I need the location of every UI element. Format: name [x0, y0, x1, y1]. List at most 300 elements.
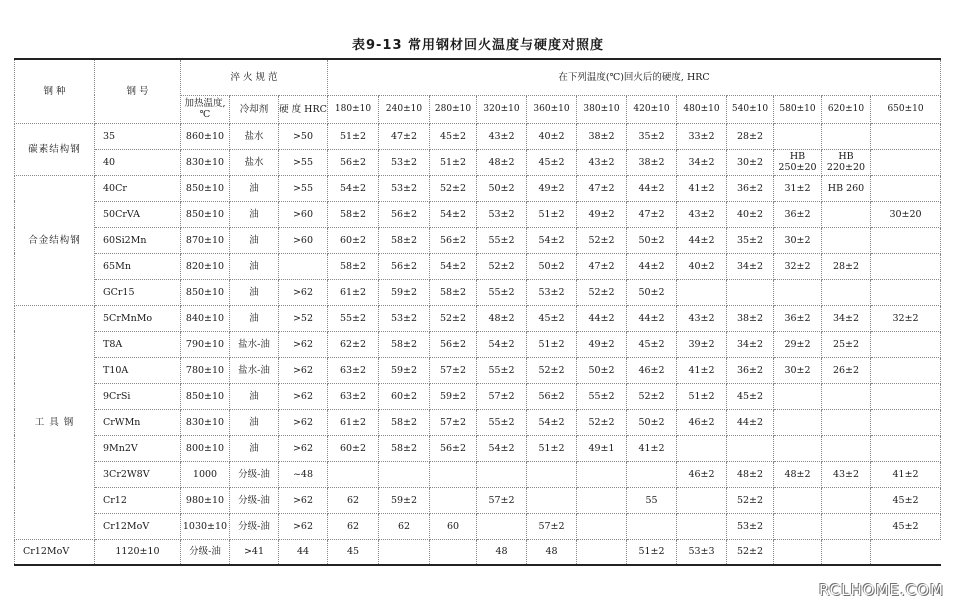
hardness-cell	[822, 123, 871, 149]
hardness-cell: 58±2	[328, 253, 379, 279]
hardness-cell: 63±2	[328, 357, 379, 383]
heating-temp-cell: 820±10	[181, 253, 230, 279]
hardness-cell	[774, 487, 822, 513]
hardness-cell	[727, 279, 774, 305]
hardness-cell: 36±2	[774, 305, 822, 331]
hardness-cell: 53±2	[727, 513, 774, 539]
header-heating-temp: 加热温度,℃	[181, 95, 230, 123]
header-temp-11: 650±10	[871, 95, 941, 123]
hardness-cell	[774, 435, 822, 461]
quench-hardness-cell: >62	[279, 513, 328, 539]
grade-cell: Cr12MoV	[95, 513, 181, 539]
hardness-cell: 60	[430, 513, 477, 539]
hardness-cell: 50±2	[627, 409, 677, 435]
table-row	[15, 539, 941, 565]
hardness-cell	[430, 461, 477, 487]
hardness-cell: 56±2	[430, 331, 477, 357]
hardness-cell: 49±2	[577, 331, 627, 357]
coolant-cell: 油	[230, 383, 279, 409]
coolant-cell: 油	[230, 253, 279, 279]
quench-hardness-cell: >55	[279, 149, 328, 175]
heating-temp-cell: 850±10	[181, 201, 230, 227]
grade-cell: 40Cr	[95, 175, 181, 201]
hardness-cell: 46±2	[677, 409, 727, 435]
tempering-hardness-table	[14, 58, 941, 566]
hardness-cell: 54±2	[477, 435, 527, 461]
heating-temp-cell: 980±10	[181, 487, 230, 513]
hardness-cell	[822, 487, 871, 513]
header-temp-0: 180±10	[328, 95, 379, 123]
hardness-cell: 54±2	[477, 331, 527, 357]
table-row	[15, 331, 941, 357]
hardness-cell: 57±2	[527, 513, 577, 539]
hardness-cell: 54±2	[328, 175, 379, 201]
hardness-cell: 36±2	[727, 357, 774, 383]
grade-cell: CrWMn	[95, 409, 181, 435]
hardness-cell: 40±2	[677, 253, 727, 279]
hardness-cell: 52±2	[477, 253, 527, 279]
grade-cell: T8A	[95, 331, 181, 357]
quench-hardness-cell: >62	[279, 383, 328, 409]
heating-temp-cell: 850±10	[181, 383, 230, 409]
coolant-cell: 油	[230, 435, 279, 461]
hardness-cell: 43±2	[677, 201, 727, 227]
quench-hardness-cell: >52	[279, 305, 328, 331]
hardness-cell: 45±2	[527, 305, 577, 331]
steel-type-cell: 工 具 钢	[15, 305, 95, 539]
hardness-cell: 52±2	[727, 539, 774, 565]
coolant-cell: 分级-油	[181, 539, 230, 565]
table-body	[15, 123, 941, 565]
coolant-cell: 油	[230, 201, 279, 227]
header-hardness: 硬 度 HRC	[279, 95, 328, 123]
header-temp-2: 280±10	[430, 95, 477, 123]
hardness-cell: 56±2	[379, 253, 430, 279]
hardness-cell: 41±2	[677, 175, 727, 201]
coolant-cell: 盐水	[230, 149, 279, 175]
hardness-cell: 51±2	[430, 149, 477, 175]
hardness-cell	[871, 357, 941, 383]
hardness-cell: 60±2	[379, 383, 430, 409]
hardness-cell: 55±2	[477, 357, 527, 383]
table-row	[15, 513, 941, 539]
hardness-cell	[871, 123, 941, 149]
hardness-cell: 48±2	[774, 461, 822, 487]
heating-temp-cell: 840±10	[181, 305, 230, 331]
hardness-cell: 53±2	[477, 201, 527, 227]
coolant-cell: 分级-油	[230, 513, 279, 539]
coolant-cell: 油	[230, 305, 279, 331]
hardness-cell: 54±2	[430, 253, 477, 279]
hardness-cell: 56±2	[430, 435, 477, 461]
hardness-cell: HB 220±20	[822, 149, 871, 175]
hardness-cell: 57±2	[477, 383, 527, 409]
grade-cell: 5CrMnMo	[95, 305, 181, 331]
heating-temp-cell: 850±10	[181, 175, 230, 201]
coolant-cell: 油	[230, 227, 279, 253]
hardness-cell: 53±3	[677, 539, 727, 565]
hardness-cell: 35±2	[627, 123, 677, 149]
hardness-cell: 32±2	[871, 305, 941, 331]
grade-cell: 35	[95, 123, 181, 149]
hardness-cell: 44±2	[677, 227, 727, 253]
hardness-cell: 57±2	[430, 357, 477, 383]
watermark: RCLHOME.COM	[818, 581, 944, 599]
hardness-cell: HB 260	[822, 175, 871, 201]
hardness-cell: 45±2	[430, 123, 477, 149]
hardness-cell	[774, 279, 822, 305]
hardness-cell: 36±2	[774, 201, 822, 227]
hardness-cell	[822, 539, 871, 565]
hardness-cell: 57±2	[430, 409, 477, 435]
heating-temp-cell: 800±10	[181, 435, 230, 461]
hardness-cell	[430, 539, 477, 565]
header-temp-6: 420±10	[627, 95, 677, 123]
table-row	[15, 279, 941, 305]
hardness-cell: 60±2	[328, 227, 379, 253]
steel-type-cell: 合金结构钢	[15, 175, 95, 305]
hardness-cell: 47±2	[577, 175, 627, 201]
quench-hardness-cell: >62	[279, 357, 328, 383]
hardness-cell: 52±2	[627, 383, 677, 409]
hardness-cell: 34±2	[677, 149, 727, 175]
hardness-cell	[379, 461, 430, 487]
hardness-cell: 49±2	[527, 175, 577, 201]
hardness-cell: 54±2	[527, 409, 577, 435]
hardness-cell: 32±2	[774, 253, 822, 279]
hardness-cell: 55	[627, 487, 677, 513]
hardness-cell: 55±2	[577, 383, 627, 409]
header-temp-9: 580±10	[774, 95, 822, 123]
hardness-cell	[727, 435, 774, 461]
hardness-cell: 47±2	[379, 123, 430, 149]
hardness-cell: 41±2	[871, 461, 941, 487]
coolant-cell: 盐水-油	[230, 331, 279, 357]
hardness-cell: 58±2	[379, 331, 430, 357]
table-title: 表9-13 常用钢材回火温度与硬度对照度	[351, 38, 605, 53]
hardness-cell	[871, 175, 941, 201]
header-temp-4: 360±10	[527, 95, 577, 123]
hardness-cell: 50±2	[577, 357, 627, 383]
hardness-cell: 53±2	[379, 305, 430, 331]
hardness-cell: 51±2	[527, 435, 577, 461]
hardness-cell: 43±2	[822, 461, 871, 487]
hardness-cell	[822, 409, 871, 435]
quench-hardness-cell: >62	[279, 279, 328, 305]
grade-cell: 60Si2Mn	[95, 227, 181, 253]
header-temp-1: 240±10	[379, 95, 430, 123]
table-row	[15, 357, 941, 383]
table-row	[15, 201, 941, 227]
hardness-cell: 61±2	[328, 279, 379, 305]
hardness-cell: 63±2	[328, 383, 379, 409]
table-row	[15, 253, 941, 279]
hardness-cell: HB 250±20	[774, 149, 822, 175]
hardness-cell: 52±2	[527, 357, 577, 383]
hardness-cell: 48±2	[477, 149, 527, 175]
hardness-cell	[822, 383, 871, 409]
grade-cell: T10A	[95, 357, 181, 383]
hardness-cell	[577, 461, 627, 487]
table-row	[15, 123, 941, 149]
heating-temp-cell: 780±10	[181, 357, 230, 383]
header-steel-type: 钢 种	[15, 59, 95, 123]
hardness-cell	[677, 487, 727, 513]
hardness-cell: 46±2	[677, 461, 727, 487]
hardness-cell: 53±2	[527, 279, 577, 305]
hardness-cell	[627, 461, 677, 487]
header-coolant: 冷却剂	[230, 95, 279, 123]
hardness-cell: 48±2	[727, 461, 774, 487]
hardness-cell: 50±2	[527, 253, 577, 279]
heating-temp-cell: 830±10	[181, 149, 230, 175]
hardness-cell: 53±2	[379, 149, 430, 175]
hardness-cell: 51±2	[627, 539, 677, 565]
hardness-cell: 51±2	[677, 383, 727, 409]
hardness-cell	[822, 279, 871, 305]
hardness-cell: 44±2	[627, 175, 677, 201]
heating-temp-cell: 870±10	[181, 227, 230, 253]
coolant-cell: 分级-油	[230, 487, 279, 513]
hardness-cell	[871, 227, 941, 253]
grade-cell: 40	[95, 149, 181, 175]
quench-hardness-cell	[279, 253, 328, 279]
hardness-cell: 41±2	[627, 435, 677, 461]
hardness-cell	[379, 539, 430, 565]
hardness-cell: 26±2	[822, 357, 871, 383]
hardness-cell: 59±2	[379, 279, 430, 305]
quench-hardness-cell: >62	[279, 487, 328, 513]
hardness-cell	[871, 149, 941, 175]
quench-hardness-cell: >62	[279, 409, 328, 435]
hardness-cell: 60±2	[328, 435, 379, 461]
grade-cell: 65Mn	[95, 253, 181, 279]
hardness-cell: 56±2	[430, 227, 477, 253]
hardness-cell: 35±2	[727, 227, 774, 253]
coolant-cell: 分级-油	[230, 461, 279, 487]
hardness-cell	[822, 435, 871, 461]
table-row	[15, 227, 941, 253]
coolant-cell: 油	[230, 279, 279, 305]
header-grade: 钢 号	[95, 59, 181, 123]
hardness-cell: 52±2	[430, 175, 477, 201]
hardness-cell: 44	[279, 539, 328, 565]
hardness-cell: 39±2	[677, 331, 727, 357]
hardness-cell	[871, 331, 941, 357]
heating-temp-cell: 860±10	[181, 123, 230, 149]
hardness-cell: 48±2	[477, 305, 527, 331]
coolant-cell: 油	[230, 409, 279, 435]
hardness-cell	[871, 279, 941, 305]
coolant-cell: 盐水-油	[230, 357, 279, 383]
hardness-cell	[328, 461, 379, 487]
hardness-cell: 52±2	[577, 227, 627, 253]
hardness-cell: 50±2	[627, 279, 677, 305]
hardness-cell: 30±2	[727, 149, 774, 175]
hardness-cell: 28±2	[727, 123, 774, 149]
grade-cell: Cr12	[95, 487, 181, 513]
table-row	[15, 305, 941, 331]
hardness-cell	[822, 513, 871, 539]
heating-temp-cell: 850±10	[181, 279, 230, 305]
hardness-cell: 62±2	[328, 331, 379, 357]
hardness-cell: 40±2	[527, 123, 577, 149]
hardness-cell	[677, 435, 727, 461]
hardness-cell	[677, 279, 727, 305]
hardness-cell: 44±2	[577, 305, 627, 331]
heating-temp-cell: 830±10	[181, 409, 230, 435]
hardness-cell	[577, 539, 627, 565]
hardness-cell: 52±2	[577, 409, 627, 435]
hardness-cell: 47±2	[627, 201, 677, 227]
coolant-cell: 油	[230, 175, 279, 201]
hardness-cell: 43±2	[677, 305, 727, 331]
hardness-cell: 54±2	[527, 227, 577, 253]
hardness-cell: 50±2	[477, 175, 527, 201]
hardness-cell	[477, 513, 527, 539]
grade-cell: 9CrSi	[95, 383, 181, 409]
hardness-cell: 52±2	[430, 305, 477, 331]
hardness-cell	[477, 461, 527, 487]
hardness-cell: 38±2	[627, 149, 677, 175]
hardness-cell: 43±2	[477, 123, 527, 149]
hardness-cell: 49±2	[577, 201, 627, 227]
hardness-cell	[577, 513, 627, 539]
hardness-cell: 49±1	[577, 435, 627, 461]
hardness-cell: 48	[477, 539, 527, 565]
table-row	[15, 383, 941, 409]
hardness-cell: 51±2	[527, 331, 577, 357]
hardness-cell: 34±2	[727, 253, 774, 279]
steel-type-cell: 碳素结构钢	[15, 123, 95, 175]
hardness-cell: 45	[328, 539, 379, 565]
quench-hardness-cell: >60	[279, 201, 328, 227]
hardness-cell: 56±2	[379, 201, 430, 227]
hardness-cell: 48	[527, 539, 577, 565]
hardness-cell: 40±2	[727, 201, 774, 227]
header-temp-5: 380±10	[577, 95, 627, 123]
hardness-cell: 52±2	[577, 279, 627, 305]
hardness-cell: 51±2	[328, 123, 379, 149]
heating-temp-cell: 1030±10	[181, 513, 230, 539]
hardness-cell: 30±2	[774, 227, 822, 253]
hardness-cell: 62	[328, 487, 379, 513]
table-row	[15, 175, 941, 201]
hardness-cell: 44±2	[627, 305, 677, 331]
hardness-cell	[677, 513, 727, 539]
hardness-cell	[774, 539, 822, 565]
hardness-cell: 58±2	[379, 227, 430, 253]
table-row	[15, 435, 941, 461]
hardness-cell: 31±2	[774, 175, 822, 201]
hardness-cell: 45±2	[527, 149, 577, 175]
hardness-cell: 50±2	[627, 227, 677, 253]
hardness-cell: 59±2	[379, 487, 430, 513]
hardness-cell: 28±2	[822, 253, 871, 279]
hardness-cell: 41±2	[677, 357, 727, 383]
heating-temp-cell: 1000	[181, 461, 230, 487]
hardness-cell: 30±20	[871, 201, 941, 227]
grade-cell: Cr12MoV	[15, 539, 95, 565]
coolant-cell: 盐水	[230, 123, 279, 149]
header-temp-7: 480±10	[677, 95, 727, 123]
hardness-cell	[871, 409, 941, 435]
table-row	[15, 149, 941, 175]
hardness-cell: 51±2	[527, 201, 577, 227]
quench-hardness-cell: >50	[279, 123, 328, 149]
hardness-cell: 56±2	[328, 149, 379, 175]
quench-hardness-cell: >55	[279, 175, 328, 201]
quench-hardness-cell: >41	[230, 539, 279, 565]
hardness-cell: 45±2	[871, 487, 941, 513]
hardness-cell: 47±2	[577, 253, 627, 279]
quench-hardness-cell: >60	[279, 227, 328, 253]
hardness-cell: 62	[328, 513, 379, 539]
hardness-cell: 44±2	[727, 409, 774, 435]
grade-cell: 50CrVA	[95, 201, 181, 227]
hardness-cell: 33±2	[677, 123, 727, 149]
hardness-cell	[627, 513, 677, 539]
hardness-cell	[774, 123, 822, 149]
hardness-cell: 36±2	[727, 175, 774, 201]
grade-cell: GCr15	[95, 279, 181, 305]
hardness-cell: 25±2	[822, 331, 871, 357]
hardness-cell: 29±2	[774, 331, 822, 357]
grade-cell: 3Cr2W8V	[95, 461, 181, 487]
hardness-cell: 53±2	[379, 175, 430, 201]
hardness-cell	[822, 201, 871, 227]
hardness-cell: 44±2	[627, 253, 677, 279]
hardness-cell: 45±2	[627, 331, 677, 357]
hardness-cell	[871, 383, 941, 409]
quench-hardness-cell: >62	[279, 435, 328, 461]
hardness-cell: 46±2	[627, 357, 677, 383]
hardness-cell: 62	[379, 513, 430, 539]
hardness-cell	[527, 461, 577, 487]
hardness-cell	[871, 435, 941, 461]
hardness-cell: 58±2	[430, 279, 477, 305]
hardness-cell: 38±2	[577, 123, 627, 149]
header-temp-3: 320±10	[477, 95, 527, 123]
hardness-cell	[527, 487, 577, 513]
hardness-cell: 34±2	[822, 305, 871, 331]
hardness-cell	[871, 253, 941, 279]
hardness-cell: 55±2	[477, 227, 527, 253]
hardness-cell: 61±2	[328, 409, 379, 435]
table-row	[15, 461, 941, 487]
hardness-cell: 38±2	[727, 305, 774, 331]
hardness-cell	[822, 227, 871, 253]
hardness-cell: 59±2	[379, 357, 430, 383]
hardness-cell	[774, 383, 822, 409]
hardness-cell: 43±2	[577, 149, 627, 175]
heating-temp-cell: 1120±10	[95, 539, 181, 565]
hardness-cell: 58±2	[328, 201, 379, 227]
hardness-cell: 55±2	[477, 409, 527, 435]
hardness-cell: 52±2	[727, 487, 774, 513]
hardness-cell: 58±2	[379, 409, 430, 435]
table-row	[15, 409, 941, 435]
hardness-cell: 56±2	[527, 383, 577, 409]
header-temp-8: 540±10	[727, 95, 774, 123]
quench-hardness-cell: >62	[279, 331, 328, 357]
hardness-cell	[774, 409, 822, 435]
quench-hardness-cell: ~48	[279, 461, 328, 487]
hardness-cell: 45±2	[727, 383, 774, 409]
table-row	[15, 487, 941, 513]
header-tempering: 在下列温度(℃)回火后的硬度, HRC	[328, 59, 941, 95]
hardness-cell: 58±2	[379, 435, 430, 461]
